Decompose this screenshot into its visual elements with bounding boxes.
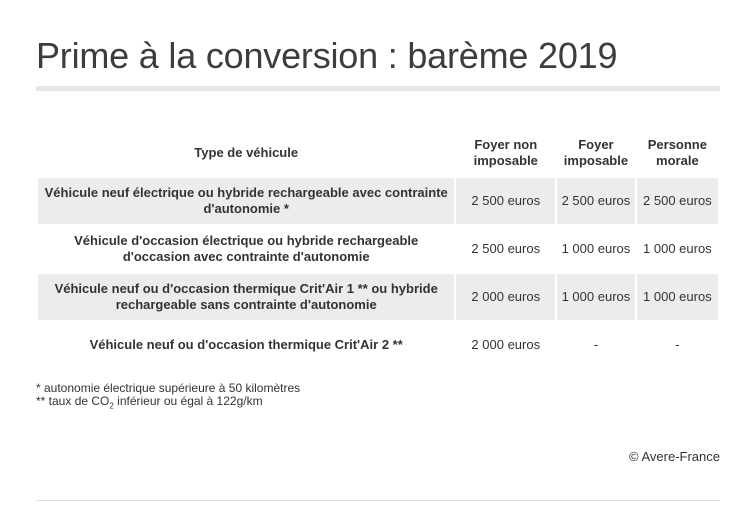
amount-cell: 2 500 euros (557, 178, 635, 224)
vehicle-type-cell: Véhicule neuf ou d'occasion thermique Crit'Air 2 ** (89, 337, 403, 352)
footnote-co2-subscript: 2 (109, 401, 114, 411)
bottom-divider (36, 500, 720, 501)
table-row (38, 178, 718, 224)
vehicle-type-cell: Véhicule neuf ou d'occasion thermique Crit'Air 1 ** ou hybride rechargeable sans contrainte d'autonomie (38, 274, 454, 320)
vehicle-type-cell: Véhicule neuf électrique ou hybride rechargeable avec contrainte d'autonomie * (38, 178, 454, 224)
footnote-co2-prefix: ** taux de CO (36, 394, 110, 408)
amount-cell: - (675, 337, 680, 352)
copyright-credit: © Avere-France (629, 449, 720, 464)
footnotes (36, 381, 301, 411)
footnote-co2 (36, 394, 300, 411)
header-foyer-imposable: Foyer imposable (563, 137, 629, 168)
title-divider (36, 86, 720, 91)
amount-cell: 2 500 euros (456, 178, 555, 224)
amount-cell: 2 500 euros (471, 241, 541, 256)
amount-cell: 2 000 euros (471, 337, 541, 352)
table-header-row (38, 130, 718, 176)
amount-cell: 1 000 euros (557, 274, 635, 320)
amount-cell: 2 000 euros (456, 274, 555, 320)
amount-cell: 2 500 euros (637, 178, 718, 224)
amount-cell: 1 000 euros (561, 241, 631, 256)
vehicle-type-cell: Véhicule d'occasion électrique ou hybride rechargeable d'occasion avec contrainte d'autonomie (74, 233, 419, 264)
table-row (38, 274, 718, 320)
header-personne-morale: Personne morale (647, 137, 707, 168)
amount-cell: 1 000 euros (637, 274, 718, 320)
amount-cell: - (593, 337, 599, 352)
bareme-table (36, 128, 720, 370)
header-vehicle-type: Type de véhicule (194, 145, 299, 160)
header-foyer-non-imposable: Foyer non imposable (473, 137, 538, 168)
amount-cell: 1 000 euros (643, 241, 712, 256)
table-row (38, 226, 718, 272)
table-row (38, 322, 718, 368)
page-title: Prime à la conversion : barème 2019 (36, 35, 618, 76)
footnote-co2-suffix: inférieur ou égal à 122g/km (113, 394, 263, 408)
footnote-autonomie: * autonomie électrique supérieure à 50 kilomètres (36, 381, 301, 395)
